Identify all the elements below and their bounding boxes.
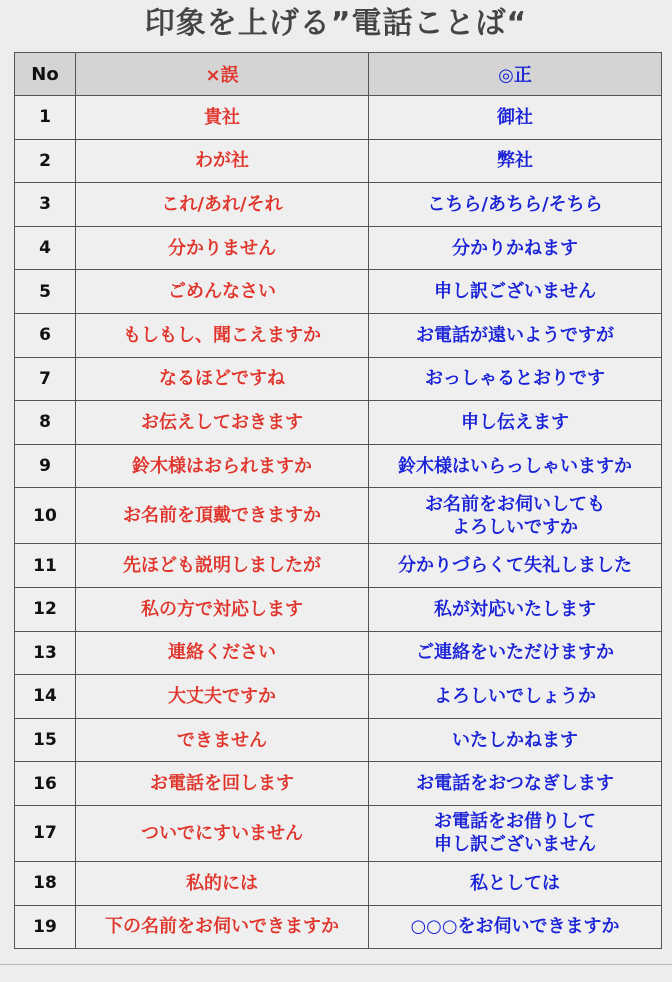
row-number-text: 14 (33, 686, 57, 707)
wrong-phrase-text: 連絡ください (168, 642, 276, 664)
correct-phrase (369, 357, 662, 401)
table-row (15, 226, 662, 270)
header-right: ◎正 (369, 53, 662, 96)
wrong-phrase (76, 444, 369, 488)
wrong-phrase-text: 分かりません (168, 237, 276, 259)
row-number (15, 96, 76, 140)
correct-phrase (369, 313, 662, 357)
row-number-text: 8 (39, 412, 51, 433)
row-number (15, 861, 76, 905)
row-number (15, 139, 76, 183)
correct-phrase (369, 718, 662, 762)
table-row (15, 96, 662, 140)
wrong-phrase (76, 805, 369, 861)
wrong-phrase-text: もしもし、聞こえますか (123, 324, 321, 346)
correct-phrase-text: 私としては (470, 872, 560, 894)
row-number-text: 16 (33, 773, 57, 794)
header-no: No (15, 53, 76, 96)
wrong-phrase-text: お名前を頂戴できますか (123, 505, 321, 527)
correct-phrase (369, 631, 662, 675)
table-row (15, 544, 662, 588)
row-number (15, 313, 76, 357)
row-number (15, 631, 76, 675)
row-number (15, 444, 76, 488)
row-number-text: 3 (39, 194, 51, 215)
wrong-phrase (76, 675, 369, 719)
table-row (15, 270, 662, 314)
row-number (15, 357, 76, 401)
row-number (15, 718, 76, 762)
table-row (15, 313, 662, 357)
wrong-phrase-text: ごめんなさい (168, 281, 276, 303)
table-row (15, 444, 662, 488)
wrong-phrase-text: お伝えしておきます (141, 411, 303, 433)
row-number (15, 401, 76, 445)
correct-phrase (369, 675, 662, 719)
row-number-text: 10 (33, 505, 57, 526)
correct-phrase-text: いたしかねます (452, 729, 578, 751)
row-number-text: 12 (33, 599, 57, 620)
correct-phrase (369, 861, 662, 905)
correct-phrase-text: 分かりかねます (452, 237, 578, 259)
wrong-phrase-text: 私的には (186, 872, 258, 894)
correct-phrase-text: よろしいでしょうか (434, 685, 596, 707)
table-row (15, 905, 662, 949)
row-number-text: 6 (39, 325, 51, 346)
table-row (15, 401, 662, 445)
correct-phrase-text: 私が対応いたします (434, 598, 596, 620)
correct-phrase (369, 488, 662, 544)
correct-phrase-text: おっしゃるとおりです (425, 368, 605, 390)
wrong-phrase (76, 183, 369, 227)
correct-phrase-text: 御社 (497, 106, 533, 128)
wrong-phrase (76, 718, 369, 762)
row-number (15, 587, 76, 631)
row-number-text: 11 (33, 555, 57, 576)
correct-phrase-text: 鈴木様はいらっしゃいますか (398, 455, 632, 477)
divider (0, 964, 672, 965)
table-row (15, 631, 662, 675)
table-header-row (15, 53, 662, 96)
row-number-text: 17 (33, 823, 57, 844)
wrong-phrase-text: 大丈夫ですか (168, 685, 276, 707)
correct-phrase-text: ○○○をお伺いできますか (410, 916, 620, 938)
row-number-text: 13 (33, 642, 57, 663)
correct-phrase-text: 申し訳ございません (434, 281, 596, 303)
table-row (15, 718, 662, 762)
wrong-phrase-text: 下の名前をお伺いできますか (105, 916, 339, 938)
table-row (15, 587, 662, 631)
wrong-phrase (76, 861, 369, 905)
correct-phrase (369, 905, 662, 949)
wrong-phrase-text: わが社 (195, 150, 249, 172)
correct-phrase-text: お名前をお伺いしても よろしいですか (425, 493, 605, 538)
table-row (15, 488, 662, 544)
wrong-phrase-text: できません (177, 729, 267, 751)
row-number (15, 544, 76, 588)
wrong-phrase (76, 488, 369, 544)
correct-phrase (369, 544, 662, 588)
correct-phrase (369, 805, 662, 861)
wrong-phrase (76, 587, 369, 631)
wrong-phrase (76, 139, 369, 183)
wrong-phrase (76, 631, 369, 675)
row-number-text: 1 (39, 107, 51, 128)
row-number-text: 2 (39, 150, 51, 171)
wrong-phrase-text: 貴社 (204, 106, 240, 128)
wrong-phrase (76, 270, 369, 314)
row-number (15, 905, 76, 949)
row-number-text: 5 (39, 281, 51, 302)
row-number (15, 226, 76, 270)
row-number-text: 15 (33, 730, 57, 751)
table-row (15, 675, 662, 719)
correct-phrase-text: ご連絡をいただけますか (416, 642, 614, 664)
correct-phrase-text: 分かりづらくて失礼しました (398, 555, 632, 577)
wrong-phrase (76, 544, 369, 588)
correct-phrase (369, 762, 662, 806)
correct-phrase-text: こちら/あちら/そちら (427, 193, 603, 215)
correct-phrase (369, 183, 662, 227)
wrong-phrase-text: 鈴木様はおられますか (132, 455, 312, 477)
correct-phrase (369, 226, 662, 270)
row-number (15, 270, 76, 314)
correct-phrase-text: お電話をおつなぎします (416, 773, 614, 795)
table-row (15, 139, 662, 183)
correct-phrase (369, 444, 662, 488)
wrong-phrase-text: なるほどですね (159, 368, 285, 390)
correct-phrase (369, 96, 662, 140)
wrong-phrase (76, 401, 369, 445)
table-row (15, 762, 662, 806)
row-number (15, 183, 76, 227)
table-row (15, 183, 662, 227)
row-number-text: 7 (39, 368, 51, 389)
phrase-table (14, 52, 662, 949)
correct-phrase-text: お電話が遠いようですが (416, 324, 614, 346)
correct-phrase (369, 401, 662, 445)
table-row (15, 357, 662, 401)
row-number-text: 19 (33, 916, 57, 937)
correct-phrase-text: 申し伝えます (461, 411, 569, 433)
correct-phrase (369, 270, 662, 314)
row-number-text: 18 (33, 873, 57, 894)
row-number (15, 762, 76, 806)
wrong-phrase (76, 313, 369, 357)
wrong-phrase (76, 905, 369, 949)
correct-phrase-text: 弊社 (497, 150, 533, 172)
table-row (15, 805, 662, 861)
wrong-phrase (76, 226, 369, 270)
correct-phrase (369, 139, 662, 183)
table-row (15, 861, 662, 905)
row-number-text: 9 (39, 456, 51, 477)
row-number (15, 488, 76, 544)
row-number (15, 805, 76, 861)
wrong-phrase-text: 先ほども説明しましたが (123, 555, 321, 577)
wrong-phrase (76, 96, 369, 140)
wrong-phrase (76, 762, 369, 806)
header-wrong: ×誤 (76, 53, 369, 96)
page-title: 印象を上げる”電話ことば“ (144, 6, 528, 41)
wrong-phrase-text: これ/あれ/それ (161, 193, 283, 215)
wrong-phrase-text: お電話を回します (150, 773, 294, 795)
row-number (15, 675, 76, 719)
correct-phrase (369, 587, 662, 631)
correct-phrase-text: お電話をお借りして 申し訳ございません (434, 811, 596, 856)
wrong-phrase-text: 私の方で対応します (141, 598, 303, 620)
wrong-phrase-text: ついでにすいません (141, 822, 303, 844)
row-number-text: 4 (39, 238, 51, 259)
wrong-phrase (76, 357, 369, 401)
